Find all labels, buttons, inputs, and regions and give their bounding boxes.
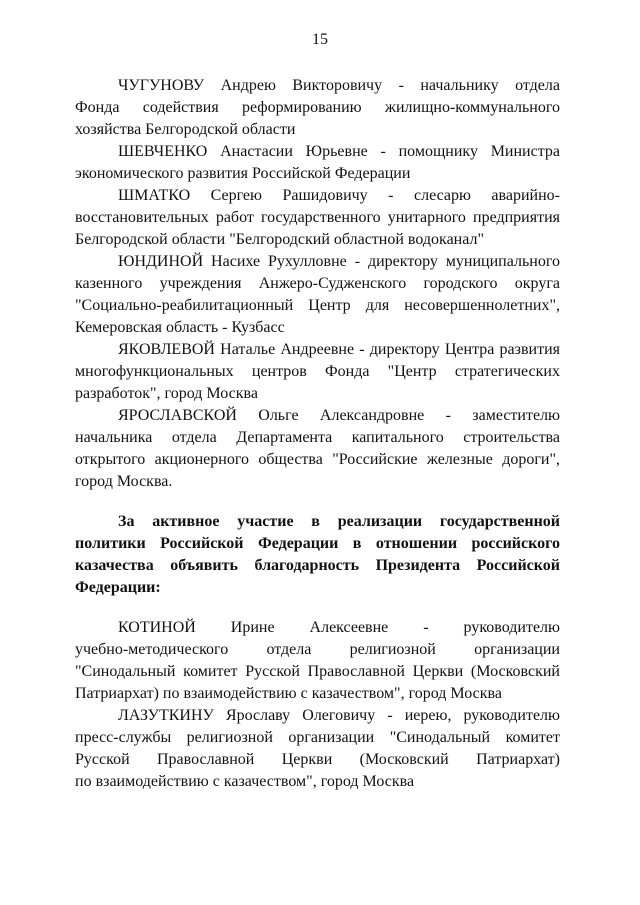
document-body: [75, 75, 560, 793]
entry-line: пресс-службы религиозной организации "Синодальный комитет: [75, 729, 560, 746]
entry-line: ШЕВЧЕНКО Анастасии Юрьевне - помощнику Министра: [118, 143, 560, 160]
award-entry-shevchenko: [75, 141, 560, 185]
gratitude-section-heading: [75, 511, 560, 599]
award-entry-chugunov: [75, 75, 560, 141]
gratitude-entry-lazutkin: [75, 705, 560, 793]
entry-line: разработок", город Москва: [75, 385, 258, 402]
entry-line: по взаимодействию с казачеством", город Москва: [75, 773, 415, 790]
entry-line: начальника отдела Департамента капитального строительства: [75, 429, 560, 446]
entry-line: "Социально-реабилитационный Центр для несовершеннолетних",: [75, 297, 560, 314]
award-entry-yakovleva: [75, 339, 560, 405]
entry-line: КОТИНОЙ Ирине Алексеевне - руководителю: [118, 619, 560, 636]
award-entry-shmatko: [75, 185, 560, 251]
entry-line: Белгородской области "Белгородский областной водоканал": [75, 231, 484, 248]
award-entry-yaroslavskaya: [75, 405, 560, 493]
entry-line: ЧУГУНОВУ Андрею Викторовичу - начальнику отдела: [118, 77, 560, 94]
entry-line: многофункциональных центров Фонда "Центр стратегических: [75, 363, 560, 380]
entry-line: ЛАЗУТКИНУ Ярославу Олеговичу - иерею, руководителю: [118, 707, 560, 724]
entry-line: Фонда содействия реформированию жилищно-коммунального: [75, 99, 560, 116]
entry-line: открытого акционерного общества "Российские железные дороги",: [75, 451, 560, 468]
entry-line: Кемеровская область - Кузбасс: [75, 319, 285, 336]
entry-line: ЯРОСЛАВСКОЙ Ольге Александровне - заместителю: [118, 407, 560, 424]
entry-line: восстановительных работ государственного унитарного предприятия: [75, 209, 560, 226]
entry-line: казенного учреждения Анжеро-Судженского городского округа: [75, 275, 560, 292]
page-number: 15: [312, 31, 328, 48]
entry-line: ШМАТКО Сергею Рашидовичу - слесарю аварийно-: [118, 187, 560, 204]
heading-line: Федерации:: [75, 579, 161, 596]
entry-line: хозяйства Белгородской области: [75, 121, 296, 138]
entry-line: Патриархат) по взаимодействию с казачеством", город Москва: [75, 685, 502, 702]
heading-line: За активное участие в реализации государственной: [118, 513, 560, 530]
entry-line: город Москва.: [75, 473, 173, 490]
entry-line: Русской Православной Церкви (Московский Патриархат): [75, 751, 560, 768]
gratitude-entry-kotina: [75, 617, 560, 705]
heading-line: казачества объявить благодарность Президента Российской: [75, 557, 560, 574]
heading-line: политики Российской Федерации в отношении российского: [75, 535, 560, 552]
entry-line: экономического развития Российской Федерации: [75, 165, 411, 182]
entry-line: ЯКОВЛЕВОЙ Наталье Андреевне - директору Центра развития: [118, 341, 560, 358]
entry-line: "Синодальный комитет Русской Православной Церкви (Московский: [75, 663, 560, 680]
award-entry-yundina: [75, 251, 560, 339]
entry-line: ЮНДИНОЙ Насихе Рухулловне - директору муниципального: [118, 253, 560, 270]
entry-line: учебно-методического отдела религиозной организации: [75, 641, 560, 658]
